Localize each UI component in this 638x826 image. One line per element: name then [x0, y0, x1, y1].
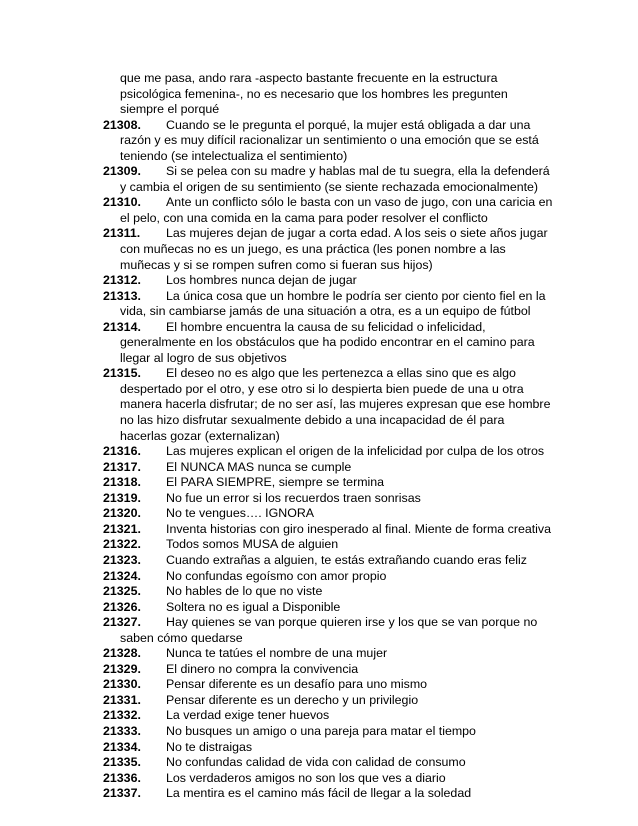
entry-number: 21331. [103, 692, 141, 707]
entry-number: 21322. [103, 537, 141, 552]
entry-text: Nunca te tatúes el nombre de una mujer [166, 646, 388, 661]
entry-number: 21315. [103, 366, 141, 381]
list-item [103, 584, 553, 600]
entry-text: No te distraigas [166, 739, 253, 754]
entry-number: 21329. [103, 661, 141, 676]
entry-number: 21312. [103, 273, 141, 288]
list-item [103, 646, 553, 662]
entry-number: 21309. [103, 164, 141, 179]
list-item [103, 118, 553, 165]
entry-text: Todos somos MUSA de alguien [166, 537, 339, 552]
entry-number: 21317. [103, 459, 141, 474]
entry-text: Hay quienes se van porque quieren irse y los que se van porque no saben cómo quedarse [120, 615, 538, 645]
list-item [103, 195, 553, 226]
list-item [103, 708, 553, 724]
entry-number: 21336. [103, 770, 141, 785]
document-page [103, 71, 553, 802]
entry-text: Inventa historias con giro inesperado al final. Miente de forma creativa [166, 521, 552, 536]
entry-number: 21325. [103, 584, 141, 599]
entry-number: 21332. [103, 708, 141, 723]
list-item [103, 569, 553, 585]
entry-text: No fue un error si los recuerdos traen sonrisas [166, 490, 421, 505]
entry-text: El PARA SIEMPRE, siempre se termina [166, 475, 385, 490]
list-item [103, 693, 553, 709]
list-item [103, 164, 553, 195]
entry-text: El NUNCA MAS nunca se cumple [166, 459, 352, 474]
list-item [103, 226, 553, 273]
entry-text: Si se pelea con su madre y hablas mal de tu suegra, ella la defenderá y cambia el origen de su sentimiento (se siente rechazada emocionalmente) [120, 164, 550, 194]
list-item [103, 600, 553, 616]
entry-number: 21308. [103, 117, 141, 132]
entry-text: Los verdaderos amigos no son los que ves a diario [166, 770, 446, 785]
entry-text: No busques un amigo o una pareja para matar el tiempo [166, 723, 476, 738]
entry-text: El dinero no compra la convivencia [166, 661, 359, 676]
entry-number: 21314. [103, 319, 141, 334]
entry-number: 21335. [103, 755, 141, 770]
entry-number: 21311. [103, 226, 141, 241]
entry-number: 21313. [103, 288, 141, 303]
list-item [103, 475, 553, 491]
entry-text: Pensar diferente es un derecho y un privilegio [166, 692, 419, 707]
entry-number: 21320. [103, 506, 141, 521]
entry-number: 21328. [103, 646, 141, 661]
entry-text: El deseo no es algo que les pertenezca a ellas sino que es algo despertado por el otro, y ese otro si lo despierta bien puede de una u otra manera hacerla disfrutar; de no ser así, las mujeres expresan que ese hombre no las hizo disfrutar sexualmente debido a una incapacidad de él para hacerlas gozar (externalizan) [120, 366, 551, 443]
list-item [103, 677, 553, 693]
entry-text: La mentira es el camino más fácil de llegar a la soledad [166, 786, 472, 801]
list-item [103, 662, 553, 678]
entry-number: 21327. [103, 615, 141, 630]
entry-number: 21337. [103, 786, 141, 801]
entry-number: 21319. [103, 490, 141, 505]
list-item [103, 740, 553, 756]
list-item [103, 273, 553, 289]
entry-text: No confundas egoísmo con amor propio [166, 568, 387, 583]
entry-text: No te vengues…. IGNORA [166, 506, 315, 521]
entry-number: 21323. [103, 552, 141, 567]
entry-text: Cuando extrañas a alguien, te estás extrañando cuando eras feliz [166, 552, 527, 567]
entry-number: 21326. [103, 599, 141, 614]
entry-text: La única cosa que un hombre le podría ser ciento por ciento fiel en la vida, sin cambiarse jamás de una situación a otra, es a un equipo de fútbol [120, 288, 546, 319]
list-item [103, 366, 553, 444]
entry-text: Las mujeres explican el origen de la infelicidad por culpa de los otros [166, 444, 545, 459]
entry-number: 21316. [103, 444, 141, 459]
list-item [103, 771, 553, 787]
list-item [103, 615, 553, 646]
list-item [103, 537, 553, 553]
list-item [103, 522, 553, 538]
entry-number: 21330. [103, 677, 141, 692]
entry-number: 21324. [103, 568, 141, 583]
entry-text: Pensar diferente es un desafío para uno mismo [166, 677, 428, 692]
entry-number: 21321. [103, 521, 141, 536]
entry-number: 21334. [103, 739, 141, 754]
list-item [103, 320, 553, 367]
list-item [103, 506, 553, 522]
entry-text: No confundas calidad de vida con calidad de consumo [166, 755, 466, 770]
entry-number: 21333. [103, 723, 141, 738]
list-item [103, 289, 553, 320]
list-item [103, 444, 553, 460]
entry-number: 21318. [103, 475, 141, 490]
entry-text: La verdad exige tener huevos [166, 708, 330, 723]
list-item [103, 724, 553, 740]
list-item [103, 460, 553, 476]
entry-text: No hables de lo que no viste [166, 584, 323, 599]
list-item [103, 755, 553, 771]
entry-text: El hombre encuentra la causa de su felicidad o infelicidad, generalmente en los obstáculos que ha podido encontrar en el camino para llegar al logro de sus objetivos [120, 319, 535, 365]
list-item [103, 553, 553, 569]
entry-text: Las mujeres dejan de jugar a corta edad. A los seis o siete años jugar con muñecas no es un juego, es una práctica (les ponen nombre a las muñecas y si se rompen sufren como si fueran sus hijos) [120, 226, 548, 272]
entry-list [103, 118, 553, 802]
entry-text: Soltera no es igual a Disponible [166, 599, 341, 614]
entry-text: Cuando se le pregunta el porqué, la mujer está obligada a dar una razón y es muy difícil racionalizar un sentimiento o una emoción que se está teniendo (se intelectualiza el sentimiento) [120, 117, 539, 163]
entry-text: Los hombres nunca dejan de jugar [166, 273, 357, 288]
entry-text: Ante un conflicto sólo le basta con un vaso de jugo, con una caricia en el pelo, con una comida en la cama para poder resolver el conflicto [120, 195, 553, 225]
continuation-text: que me pasa, ando rara -aspecto bastante frecuente en la estructura psicológica femenina-, no es necesario que los hombres les pregunten siempre el porqué [120, 71, 508, 117]
list-item [103, 491, 553, 507]
entry-number: 21310. [103, 195, 141, 210]
list-item [103, 786, 553, 802]
